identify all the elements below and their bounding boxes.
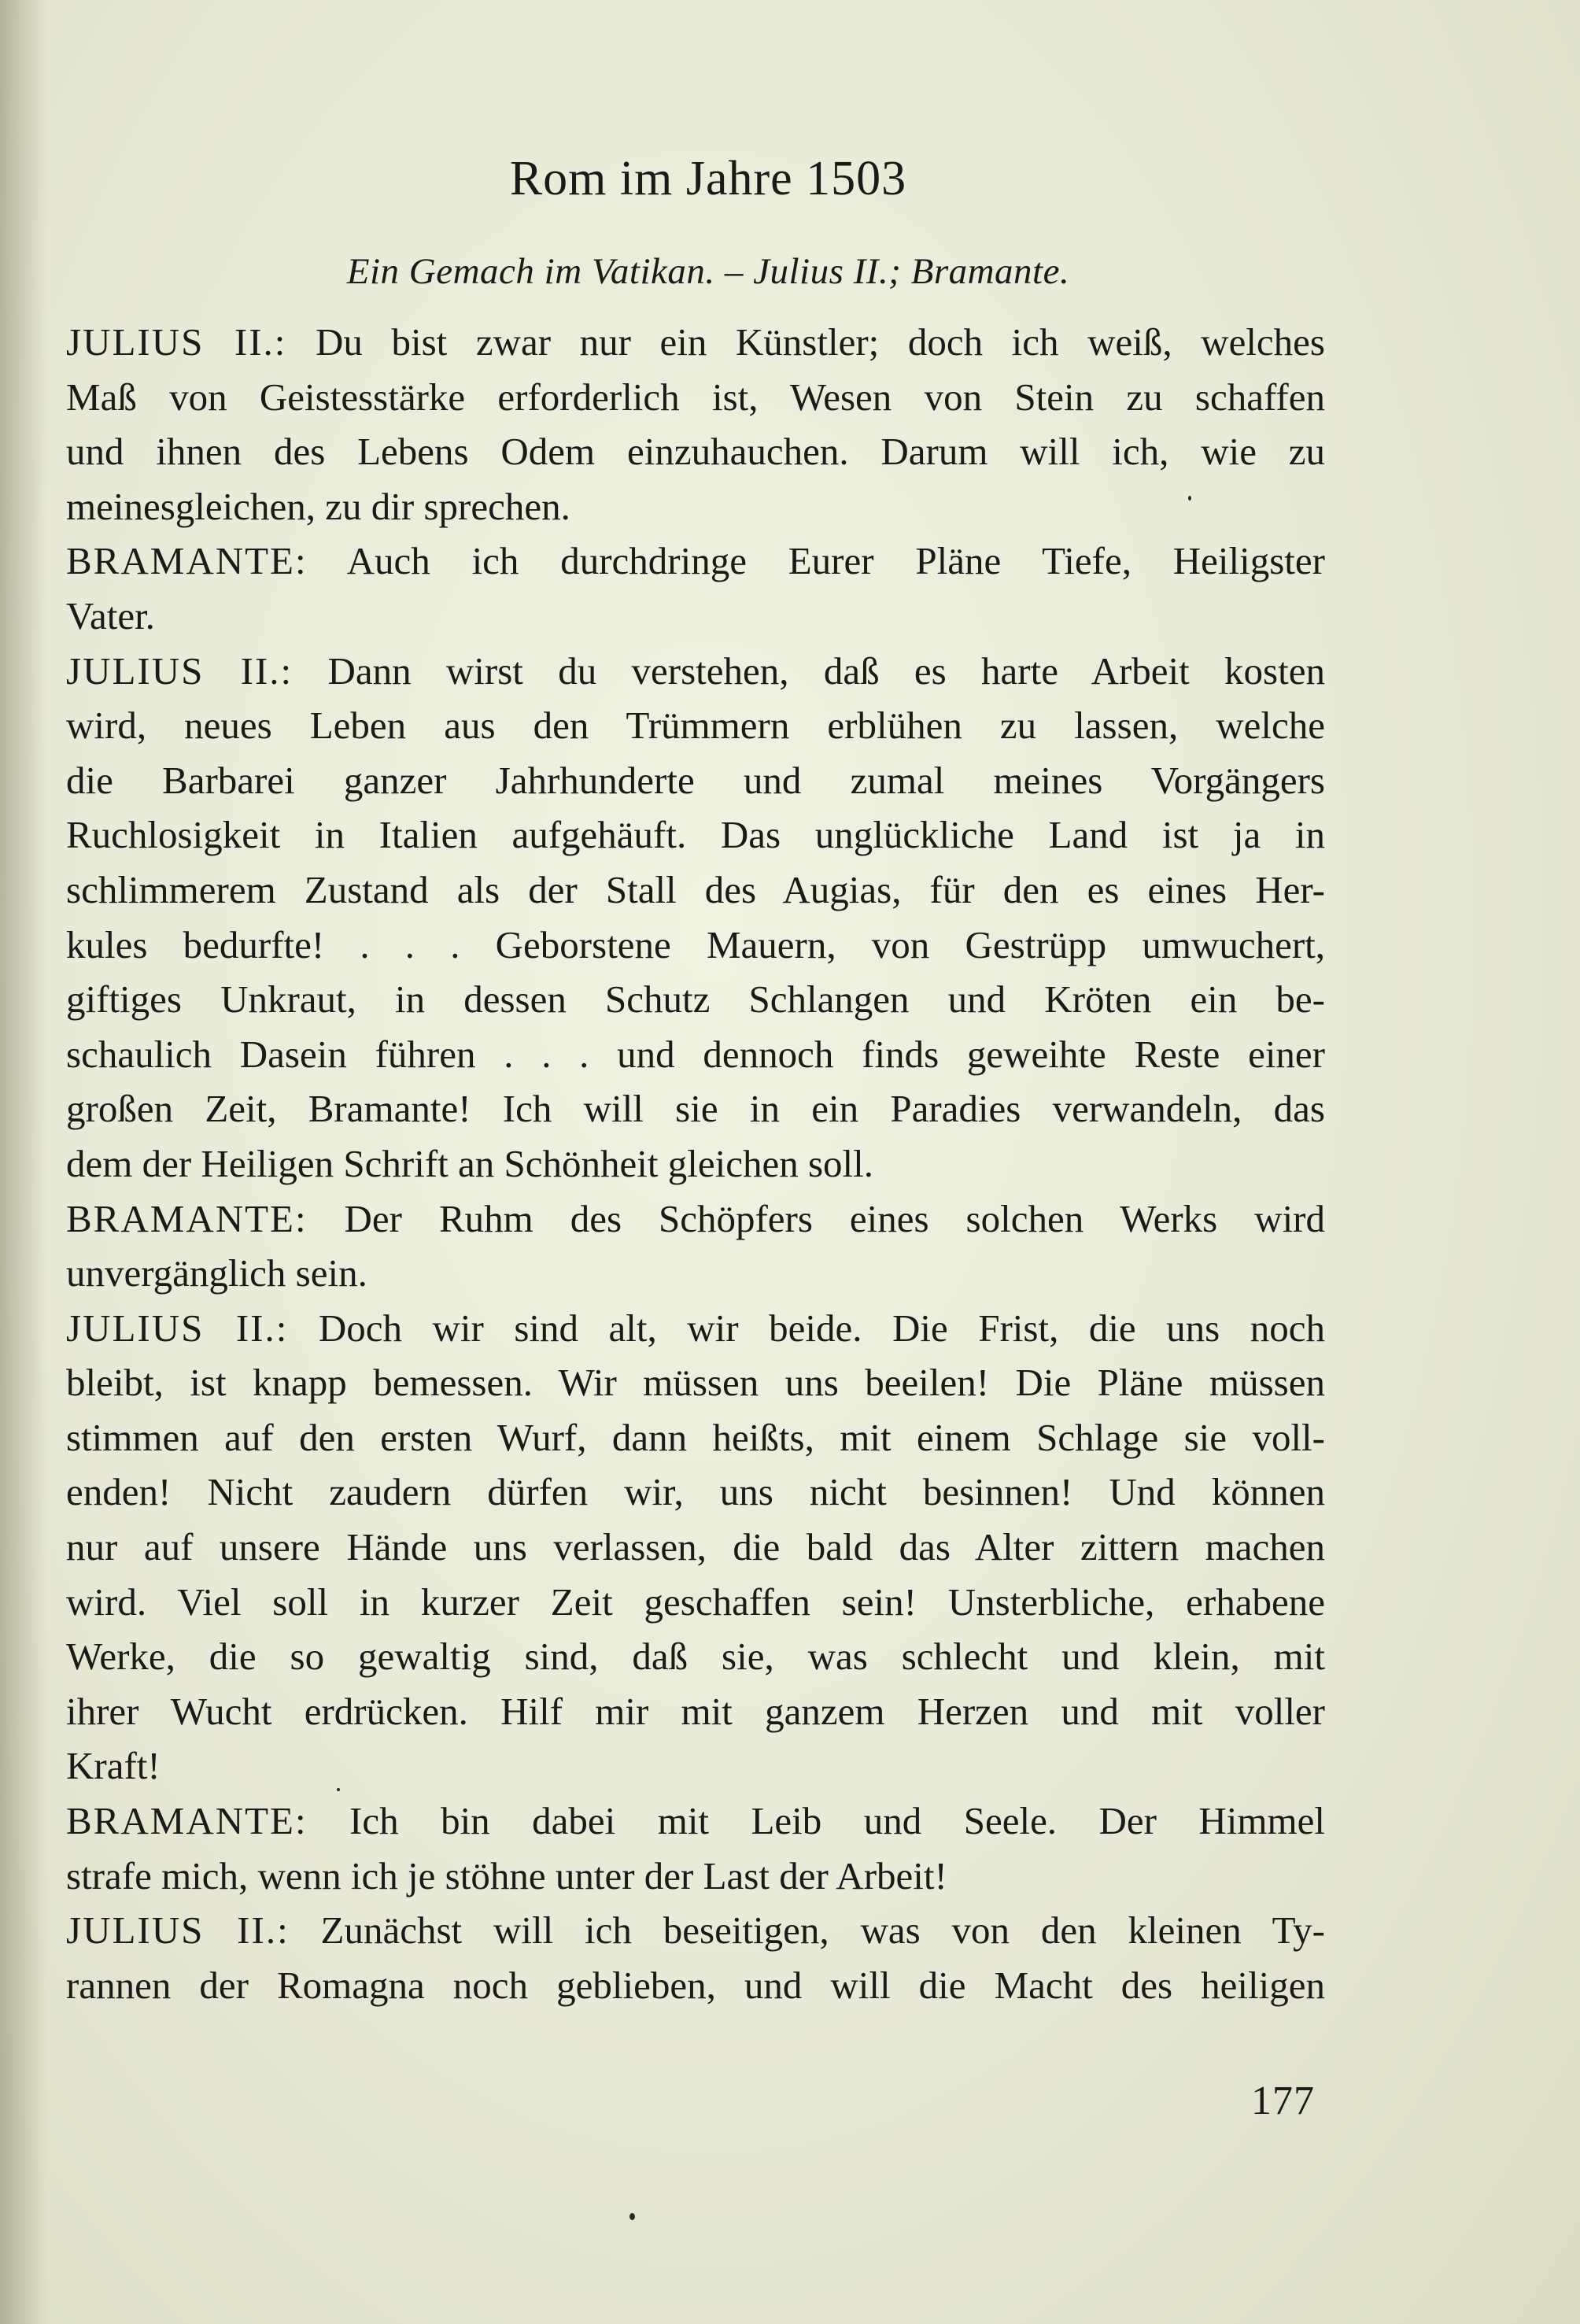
text-line bbox=[66, 479, 1325, 534]
line-text: die Barbarei ganzer Jahrhunderte und zumal meines Vorgängers bbox=[66, 758, 1325, 802]
speaker-name: JULIUS II.: bbox=[66, 648, 293, 693]
dialogue-text bbox=[66, 315, 1325, 2012]
text-line bbox=[66, 644, 1325, 699]
line-text: und ihnen des Lebens Odem einzuhauchen. Darum will ich, wie zu bbox=[66, 430, 1325, 474]
line-text: rannen der Romagna noch geblieben, und will die Macht des heiligen bbox=[66, 1963, 1325, 2007]
line-text: bleibt, ist knapp bemessen. Wir müssen uns beeilen! Die Pläne müssen bbox=[66, 1361, 1325, 1405]
line-text: Auch ich durchdringe Eurer Pläne Tiefe, Heiligster bbox=[346, 539, 1325, 583]
line-text: Vater. bbox=[66, 593, 155, 637]
text-line bbox=[66, 863, 1325, 918]
line-text: Kraft! bbox=[66, 1744, 161, 1788]
speaker-name: JULIUS II.: bbox=[66, 1306, 289, 1350]
line-text: großen Zeit, Bramante! Ich will sie in ein Paradies verwandeln, das bbox=[66, 1087, 1325, 1131]
text-line bbox=[66, 1958, 1325, 2013]
line-text: Maß von Geistesstärke erforderlich ist, Wesen von Stein zu schaffen bbox=[66, 375, 1325, 419]
text-line bbox=[66, 753, 1325, 808]
speaker-name: BRAMANTE: bbox=[66, 1799, 308, 1843]
ink-speck bbox=[629, 2213, 635, 2220]
text-line bbox=[66, 972, 1325, 1027]
line-text: stimmen auf den ersten Wurf, dann heißts, mit einem Schlage sie voll- bbox=[66, 1415, 1325, 1459]
line-text: ihrer Wucht erdrücken. Hilf mir mit ganzem Herzen und mit voller bbox=[66, 1689, 1325, 1733]
text-line bbox=[66, 1027, 1325, 1082]
text-line bbox=[66, 1355, 1325, 1410]
spine-shadow bbox=[0, 0, 47, 2324]
text-line bbox=[66, 315, 1325, 370]
line-text: Der Ruhm des Schöpfers eines solchen Werks wird bbox=[344, 1196, 1326, 1240]
text-line bbox=[66, 1738, 1325, 1794]
page-title: Rom im Jahre 1503 bbox=[509, 152, 907, 205]
line-text: Werke, die so gewaltig sind, daß sie, was schlecht und klein, mit bbox=[66, 1635, 1325, 1679]
text-line bbox=[66, 1246, 1325, 1301]
text-line bbox=[66, 1081, 1325, 1136]
line-text: Ruchlosigkeit in Italien aufgehäuft. Das unglückliche Land ist ja in bbox=[66, 813, 1325, 857]
text-line bbox=[66, 1849, 1325, 1904]
line-text: unvergänglich sein. bbox=[66, 1251, 367, 1295]
line-text: strafe mich, wenn ich je stöhne unter der Last der Arbeit! bbox=[66, 1853, 947, 1897]
speaker-name: JULIUS II.: bbox=[66, 320, 287, 364]
line-text: giftiges Unkraut, in dessen Schutz Schlangen und Kröten ein be- bbox=[66, 977, 1325, 1022]
speaker-name: BRAMANTE: bbox=[66, 539, 308, 583]
text-line bbox=[66, 1684, 1325, 1739]
text-line bbox=[66, 589, 1325, 644]
text-line bbox=[66, 1575, 1325, 1630]
line-text: nur auf unsere Hände uns verlassen, die bald das Alter zittern machen bbox=[66, 1525, 1325, 1569]
text-line bbox=[66, 698, 1325, 753]
text-line bbox=[66, 1903, 1325, 1958]
line-text: enden! Nicht zaudern dürfen wir, uns nicht besinnen! Und können bbox=[66, 1470, 1325, 1514]
line-text: dem der Heiligen Schrift an Schönheit gleichen soll. bbox=[66, 1141, 874, 1185]
text-line bbox=[66, 1410, 1325, 1465]
text-line bbox=[66, 1629, 1325, 1684]
text-line bbox=[66, 1136, 1325, 1192]
line-text: wird. Viel soll in kurzer Zeit geschaffen sein! Unsterbliche, erhabene bbox=[66, 1580, 1325, 1624]
scene-description: Ein Gemach im Vatikan. – Julius II.; Bramante. bbox=[346, 251, 1070, 292]
page-number: 177 bbox=[1251, 2078, 1315, 2123]
line-text: Doch wir sind alt, wir beide. Die Frist, die uns noch bbox=[318, 1306, 1326, 1350]
line-text: schlimmerem Zustand als der Stall des Augias, für den es eines Her- bbox=[66, 867, 1325, 911]
text-line bbox=[66, 1301, 1325, 1356]
text-line bbox=[66, 534, 1325, 589]
text-line bbox=[66, 1794, 1325, 1849]
speaker-name: BRAMANTE: bbox=[66, 1196, 308, 1240]
text-line bbox=[66, 1520, 1325, 1575]
line-text: meinesgleichen, zu dir sprechen. bbox=[66, 484, 570, 528]
ink-speck bbox=[1188, 496, 1191, 501]
line-text: Zunächst will ich beseitigen, was von den kleinen Ty- bbox=[320, 1908, 1325, 1953]
text-line bbox=[66, 807, 1325, 863]
line-text: kules bedurfte! . . . Geborstene Mauern, von Gestrüpp umwuchert, bbox=[66, 922, 1325, 966]
speaker-name: JULIUS II.: bbox=[66, 1908, 290, 1953]
text-line bbox=[66, 370, 1325, 425]
text-line bbox=[66, 1192, 1325, 1247]
text-line bbox=[66, 424, 1325, 479]
line-text: wird, neues Leben aus den Trümmern erblühen zu lassen, welche bbox=[66, 704, 1325, 748]
ink-speck bbox=[337, 1788, 340, 1791]
text-line bbox=[66, 918, 1325, 973]
line-text: Ich bin dabei mit Leib und Seele. Der Himmel bbox=[349, 1799, 1326, 1843]
text-line bbox=[66, 1465, 1325, 1520]
line-text: Du bist zwar nur ein Künstler; doch ich weiß, welches bbox=[316, 320, 1326, 364]
line-text: Dann wirst du verstehen, daß es harte Arbeit kosten bbox=[327, 648, 1325, 693]
line-text: schaulich Dasein führen . . . und dennoch finds geweihte Reste einer bbox=[66, 1032, 1325, 1076]
